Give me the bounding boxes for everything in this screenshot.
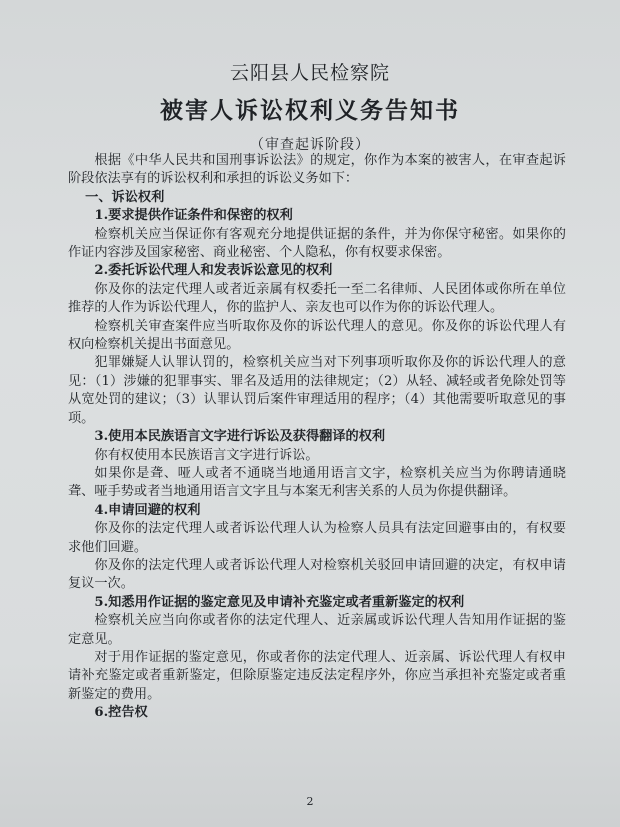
- paragraph: 你及你的法定代理人或者诉讼代理人认为检察人员具有法定回避事由的，有权要求他们回避。: [68, 521, 566, 555]
- paragraph: 对于用作证据的鉴定意见，你或者你的法定代理人、近亲属、诉讼代理人有权申请补充鉴定或者重新鉴定，但除原鉴定违反法定程序外，你应当承担补充鉴定或者重新鉴定的费用。: [68, 649, 566, 702]
- paragraph: 检察机关应当向你或者你的法定代理人、近亲属或诉讼代理人告知用作证据的鉴定意见。: [68, 613, 566, 647]
- paragraph: 犯罪嫌疑人认罪认罚的，检察机关应当对下列事项听取你及你的诉讼代理人的意见：（1）涉嫌的犯罪事实、罪名及适用的法律规定；（2）从轻、减轻或者免除处罚等从宽处罚的建议；（3）认罪认罚后案件审理适用的程序；（4）其他需要听取意见的事项。: [68, 355, 566, 426]
- item-heading-1: 1.要求提供作证条件和保密的权利: [94, 208, 293, 224]
- item-heading-6: 6.控告权: [94, 705, 148, 721]
- intro-paragraph: 根据《中华人民共和国刑事诉讼法》的规定，你作为本案的被害人，在审查起诉阶段依法享有的诉讼权利和承担的诉讼义务如下：: [68, 153, 566, 187]
- stage-subtitle: （审查起诉阶段）: [250, 137, 370, 153]
- paragraph: 你有权使用本民族语言文字进行诉讼。: [94, 447, 319, 463]
- paragraph: 检察机关审查案件应当听取你及你的诉讼代理人的意见。你及你的诉讼代理人有权向检察机关提出书面意见。: [68, 318, 566, 353]
- organization-name: 云阳县人民检察院: [229, 62, 390, 84]
- item-heading-5: 5.知悉用作证据的鉴定意见及申请补充鉴定或者重新鉴定的权利: [94, 594, 465, 610]
- document-title: 被害人诉讼权利义务告知书: [160, 97, 460, 124]
- paragraph: 你及你的法定代理人或者诉讼代理人对检察机关驳回申请回避的决定，有权申请复议一次。: [68, 557, 566, 592]
- section-heading-rights: 一、诉讼权利: [85, 189, 165, 205]
- document-body: [68, 152, 566, 723]
- page-number: 2: [306, 795, 314, 808]
- item-heading-2: 2.委托诉讼代理人和发表诉讼意见的权利: [94, 263, 333, 279]
- paragraph: 检察机关应当保证你有客观充分地提供证据的条件，并为你保守秘密。如果你的作证内容涉及国家秘密、商业秘密、个人隐私，你有权要求保密。: [68, 226, 566, 261]
- paragraph: 你及你的法定代理人或者近亲属有权委托一至二名律师、人民团体或你所在单位推荐的人作为诉讼代理人，你的监护人、亲友也可以作为你的诉讼代理人。: [68, 281, 566, 316]
- paragraph: 如果你是聋、哑人或者不通晓当地通用语言文字，检察机关应当为你聘请通晓聋、哑手势或者当地通用语言文字且与本案无利害关系的人员为你提供翻译。: [68, 465, 566, 500]
- item-heading-4: 4.申请回避的权利: [94, 502, 201, 518]
- item-heading-3: 3.使用本民族语言文字进行诉讼及获得翻译的权利: [94, 429, 386, 445]
